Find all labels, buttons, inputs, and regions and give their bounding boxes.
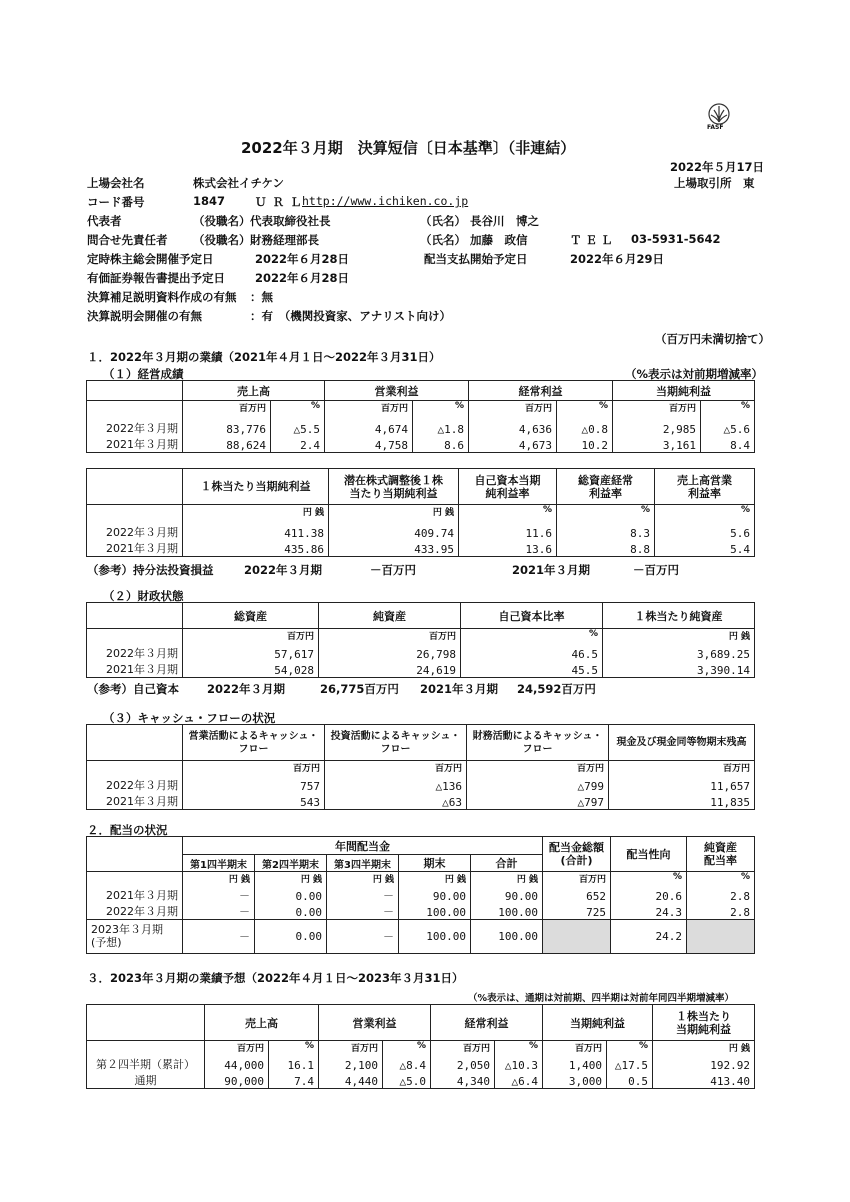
cell: 11,657 [609,777,755,793]
corner-cell [87,837,183,872]
cell: 46.5 [461,645,603,661]
header-year-end: 期末 [399,855,471,872]
cell: 4,674 [325,419,413,436]
corner-cell [87,603,183,629]
row-label: 2022年３月期 [87,777,183,793]
cell: 88,624 [183,436,271,453]
unit: % [607,1041,653,1056]
header-q1: 第1四半期末 [183,855,255,872]
forecast-sublabel: (予想) [91,936,122,949]
header-total-assets: 総資産 [183,603,319,629]
cell: 90.00 [471,887,543,903]
cell: 90,000 [205,1072,269,1089]
rep-name: 長谷川 博之 [470,214,539,228]
contact-label: 問合せ先責任者 [87,233,168,247]
row-label: 2021年３月期 [87,793,183,810]
header-roe [459,469,557,505]
header-text: 現金及び現金同等物期末残高 [616,737,747,748]
blank-cell [87,872,183,887]
cell: 4,340 [431,1072,495,1089]
corner-cell [87,381,183,401]
cell: 4,758 [325,436,413,453]
header-text: 自己資本当期 [474,473,541,487]
url-label: ＵＲＬ [255,195,308,209]
table-row [87,523,755,540]
page-title: 2022年３月期 決算短信〔日本基準〕（非連結） [241,139,576,157]
header-roa [557,469,655,505]
company-label: 上場会社名 [87,176,145,190]
unit: % [495,1041,543,1056]
header-text: 売上高営業 [677,473,732,487]
header-annual-dividend: 年間配当金 [183,837,543,855]
unit: % [459,505,557,523]
section-2-title: ２．配当の状況 [87,823,168,837]
header-total-dividend [543,837,611,872]
cell: 20.6 [611,887,687,903]
cell: 433.95 [329,540,459,557]
header-net-income: 当期純利益 [613,381,755,401]
supp-value: ：無 [250,290,273,304]
table-row [87,661,755,678]
unit: % [271,401,325,419]
row-label: 2021年３月期 [87,661,183,678]
ref-label: （参考）持分法投資損益 [87,563,214,577]
cell: 192.92 [653,1056,755,1072]
table-row [87,887,755,903]
cell: 16.1 [269,1056,319,1072]
cell: 3,161 [613,436,701,453]
cell: 2,050 [431,1056,495,1072]
section-1-1-title: （１）経営成績 [103,367,184,381]
row-label: 通期 [87,1072,205,1089]
corner-cell [87,1005,205,1041]
cell: △1.8 [413,419,469,436]
cell: 44,000 [205,1056,269,1072]
cell: 5.6 [655,523,755,540]
code-label: コード番号 [87,195,145,209]
shaded-cell [543,919,611,953]
cell: 3,689.25 [603,645,755,661]
unit: % [687,872,755,887]
section-3-title: ３．2023年３月期の業績予想（2022年４月１日～2023年３月31日） [87,971,464,985]
cell: 24,619 [319,661,461,678]
cell: 100.00 [471,919,543,953]
header-operating-cf [183,725,325,761]
cell: 57,617 [183,645,319,661]
cell: 83,776 [183,419,271,436]
unit: 百万円 [325,761,467,777]
unit: 百万円 [183,761,325,777]
header-net-income: 当期純利益 [543,1005,653,1041]
rep-title: 代表取締役社長 [250,214,331,228]
corner-cell [87,469,183,505]
cell: 5.4 [655,540,755,557]
cell: △5.6 [701,419,755,436]
unit: 円 銭 [183,872,255,887]
section-1-title: １．2022年３月期の業績（2021年４月１日～2022年３月31日） [87,350,441,364]
cell: 0.00 [255,887,327,903]
table-row [87,903,755,920]
blank-cell [87,629,183,645]
cell: 13.6 [459,540,557,557]
header-text: フロー [380,743,411,755]
header-operating-income: 営業利益 [325,381,469,401]
unit: 百万円 [469,401,557,419]
blank-cell [87,1041,205,1056]
unit: 円 銭 [327,872,399,887]
cell: △5.0 [383,1072,431,1089]
rounding-note: （百万円未満切捨て） [655,332,770,346]
cell: 45.5 [461,661,603,678]
cell: △10.3 [495,1056,543,1072]
cell: 100.00 [399,903,471,920]
blank-cell [87,401,183,419]
ref-value: －百万円 [633,563,679,577]
header-text: 潜在株式調整後１株 [344,473,443,487]
cell: 0.00 [255,919,327,953]
cell: 11,835 [609,793,755,810]
header-operating-income: 営業利益 [319,1005,431,1041]
cell: － [327,919,399,953]
cell: 3,000 [543,1072,607,1089]
unit: 百万円 [613,401,701,419]
cell: 2.8 [687,903,755,920]
unit: % [461,629,603,645]
cell: 90.00 [399,887,471,903]
unit: 百万円 [183,629,319,645]
header-text: 純資産 [704,841,738,854]
header-sales: 売上高 [205,1005,319,1041]
cell: △8.4 [383,1056,431,1072]
header-equity-ratio: 自己資本比率 [461,603,603,629]
cell: 8.6 [413,436,469,453]
report-value: 2022年６月28日 [255,271,350,285]
unit: 百万円 [325,401,413,419]
unit: % [557,505,655,523]
cell: 8.4 [701,436,755,453]
ref-year: 2021年３月期 [512,563,591,577]
table-row [87,540,755,557]
header-text: １株当たり [676,1009,731,1023]
section-1-1-note: （%表示は対前期増減率） [625,367,764,381]
div-start-label: 配当支払開始予定日 [424,252,528,266]
cell: △5.5 [271,419,325,436]
cell: △63 [325,793,467,810]
contact-title-label: （役職名） [193,233,251,247]
header-financing-cf [467,725,609,761]
cell: 4,440 [319,1072,383,1089]
cell: 409.74 [329,523,459,540]
table-row [87,777,755,793]
row-label: 2022年３月期 [87,903,183,920]
supp-label: 決算補足説明資料作成の有無 [87,290,237,304]
tel-value: 03-5931-5642 [631,232,721,246]
shaded-cell [687,919,755,953]
header-payout-ratio: 配当性向 [611,837,687,872]
cell: － [327,903,399,920]
header-net-assets: 純資産 [319,603,461,629]
forecast-table [86,1004,755,1089]
row-label: 2021年３月期 [87,887,183,903]
cell: 2,100 [319,1056,383,1072]
unit: % [655,505,755,523]
cell: 0.5 [607,1072,653,1089]
cell: 652 [543,887,611,903]
header-text: 財務活動によるキャッシュ・ [472,730,603,742]
contact-name: 加藤 政信 [470,233,528,247]
table-row [87,436,755,453]
row-label: 第２四半期（累計） [87,1056,205,1072]
contact-name-label: （氏名） [420,233,466,247]
contact-title: 財務経理部長 [250,233,319,247]
cell: 543 [183,793,325,810]
financial-position-table [86,602,755,678]
cell: 26,798 [319,645,461,661]
rep-name-label: （氏名） [420,214,466,228]
cell: 8.8 [557,540,655,557]
ref-value: 26,775百万円 [320,682,399,696]
header-text: 投資活動によるキャッシュ・ [330,730,461,742]
cell: 3,390.14 [603,661,755,678]
cell: － [183,903,255,920]
cell: 7.4 [269,1072,319,1089]
agm-label: 定時株主総会開催予定日 [87,252,214,266]
per-share-table [86,468,755,557]
rep-label: 代表者 [87,214,122,228]
cell: － [183,887,255,903]
cell: 24.2 [611,919,687,953]
blank-cell [87,761,183,777]
company-url[interactable]: http://www.ichiken.co.jp [302,194,469,208]
header-text: 当期純利益 [676,1022,731,1036]
cell: △0.8 [557,419,613,436]
section-1-2-title: （２）財政状態 [103,589,184,603]
ref-value: 24,592百万円 [517,682,596,696]
row-label: 2022年３月期 [87,645,183,661]
row-label: 2021年３月期 [87,540,183,557]
header-bps: １株当たり純資産 [603,603,755,629]
cell: △136 [325,777,467,793]
header-text: 配当率 [704,854,738,867]
unit: 百万円 [543,872,611,887]
cell: － [327,887,399,903]
row-label [87,919,183,953]
header-diluted-eps [329,469,459,505]
cell: 1,400 [543,1056,607,1072]
table-row [87,419,755,436]
unit: % [413,401,469,419]
unit: 円 銭 [471,872,543,887]
unit: 百万円 [205,1041,269,1056]
unit: 円 銭 [329,505,459,523]
section-1-3-title: （３）キャッシュ・フローの状況 [103,711,276,725]
cell: △6.4 [495,1072,543,1089]
ref-label: （参考）自己資本 [87,682,179,696]
unit: 円 銭 [603,629,755,645]
unit: 百万円 [319,1041,383,1056]
header-dividend-on-equity [687,837,755,872]
unit: % [269,1041,319,1056]
unit: 百万円 [183,401,271,419]
header-eps [183,469,329,505]
table-row [87,1072,755,1089]
cell: 4,636 [469,419,557,436]
row-label: 2021年３月期 [87,436,183,453]
ref-year: 2021年３月期 [420,682,499,696]
unit: % [611,872,687,887]
section-3-note: （%表示は、通期は対前期、四半期は対前年同四半期増減率） [468,993,735,1004]
unit: 円 銭 [183,505,329,523]
header-text: 利益率 [589,486,622,500]
forecast-label: 2023年３月期 [91,923,163,936]
header-cash-balance [609,725,755,761]
header-text: フロー [522,743,553,755]
cell: 24.3 [611,903,687,920]
unit: % [557,401,613,419]
cell: 413.40 [653,1072,755,1089]
header-ordinary-income: 経常利益 [469,381,613,401]
cell: 54,028 [183,661,319,678]
meeting-value: ：有 （機関投資家、アナリスト向け） [250,309,452,323]
unit: 百万円 [609,761,755,777]
header-sales: 売上高 [183,381,325,401]
table-row-forecast [87,919,755,953]
header-q2: 第2四半期末 [255,855,327,872]
exchange: 上場取引所 東 [674,176,755,190]
table-row [87,793,755,810]
unit: 百万円 [319,629,461,645]
div-start-value: 2022年６月29日 [570,252,665,266]
ref-value: －百万円 [370,563,416,577]
ref-year: 2022年３月期 [244,563,323,577]
company-value: 株式会社イチケン [193,176,284,190]
cell: 411.38 [183,523,329,540]
row-label: 2022年３月期 [87,523,183,540]
dividends-table [86,836,755,954]
agm-value: 2022年６月28日 [255,252,350,266]
unit: 百万円 [431,1041,495,1056]
header-q3: 第3四半期末 [327,855,399,872]
header-text: 営業活動によるキャッシュ・ [188,730,319,742]
report-label: 有価証券報告書提出予定日 [87,271,225,285]
ref-year: 2022年３月期 [207,682,286,696]
rep-title-label: （役職名） [193,214,251,228]
header-investing-cf [325,725,467,761]
corner-cell [87,725,183,761]
unit: 円 銭 [399,872,471,887]
cell: 0.00 [255,903,327,920]
cell: 2.4 [271,436,325,453]
header-text: (合計) [560,854,593,867]
header-text: 純利益率 [485,486,530,500]
cell: 2.8 [687,887,755,903]
unit: 円 銭 [255,872,327,887]
header-eps [653,1005,755,1041]
cell: 10.2 [557,436,613,453]
code-value: 1847 [193,194,226,208]
cell: 2,985 [613,419,701,436]
header-ordinary-income: 経常利益 [431,1005,543,1041]
cash-flow-table [86,724,755,810]
meeting-label: 決算説明会開催の有無 [87,309,202,323]
header-text: 総資産経常 [578,473,633,487]
header-op-margin [655,469,755,505]
unit: % [701,401,755,419]
operating-results-table [86,380,755,453]
unit: 円 銭 [653,1041,755,1056]
header-total: 合計 [471,855,543,872]
cell: 8.3 [557,523,655,540]
cell: 435.86 [183,540,329,557]
row-label: 2022年３月期 [87,419,183,436]
header-text: フロー [238,743,269,755]
cell: △17.5 [607,1056,653,1072]
cell: － [183,919,255,953]
unit: 百万円 [543,1041,607,1056]
table-row [87,1056,755,1072]
tel-label: ＴＥＬ [570,233,617,247]
cell: 11.6 [459,523,557,540]
cell: 725 [543,903,611,920]
unit: 百万円 [467,761,609,777]
header-text: １株当たり当期純利益 [200,480,311,493]
report-date: 2022年５月17日 [670,160,765,174]
header-text: 当たり当期純利益 [349,486,438,500]
cell: △797 [467,793,609,810]
blank-cell [87,505,183,523]
cell: 100.00 [399,919,471,953]
cell: 757 [183,777,325,793]
header-text: 配当金総額 [549,841,605,854]
cell: △799 [467,777,609,793]
table-row [87,645,755,661]
cell: 4,673 [469,436,557,453]
header-text: 利益率 [688,486,721,500]
unit: % [383,1041,431,1056]
cell: 100.00 [471,903,543,920]
logo-text: FASF [707,124,724,131]
